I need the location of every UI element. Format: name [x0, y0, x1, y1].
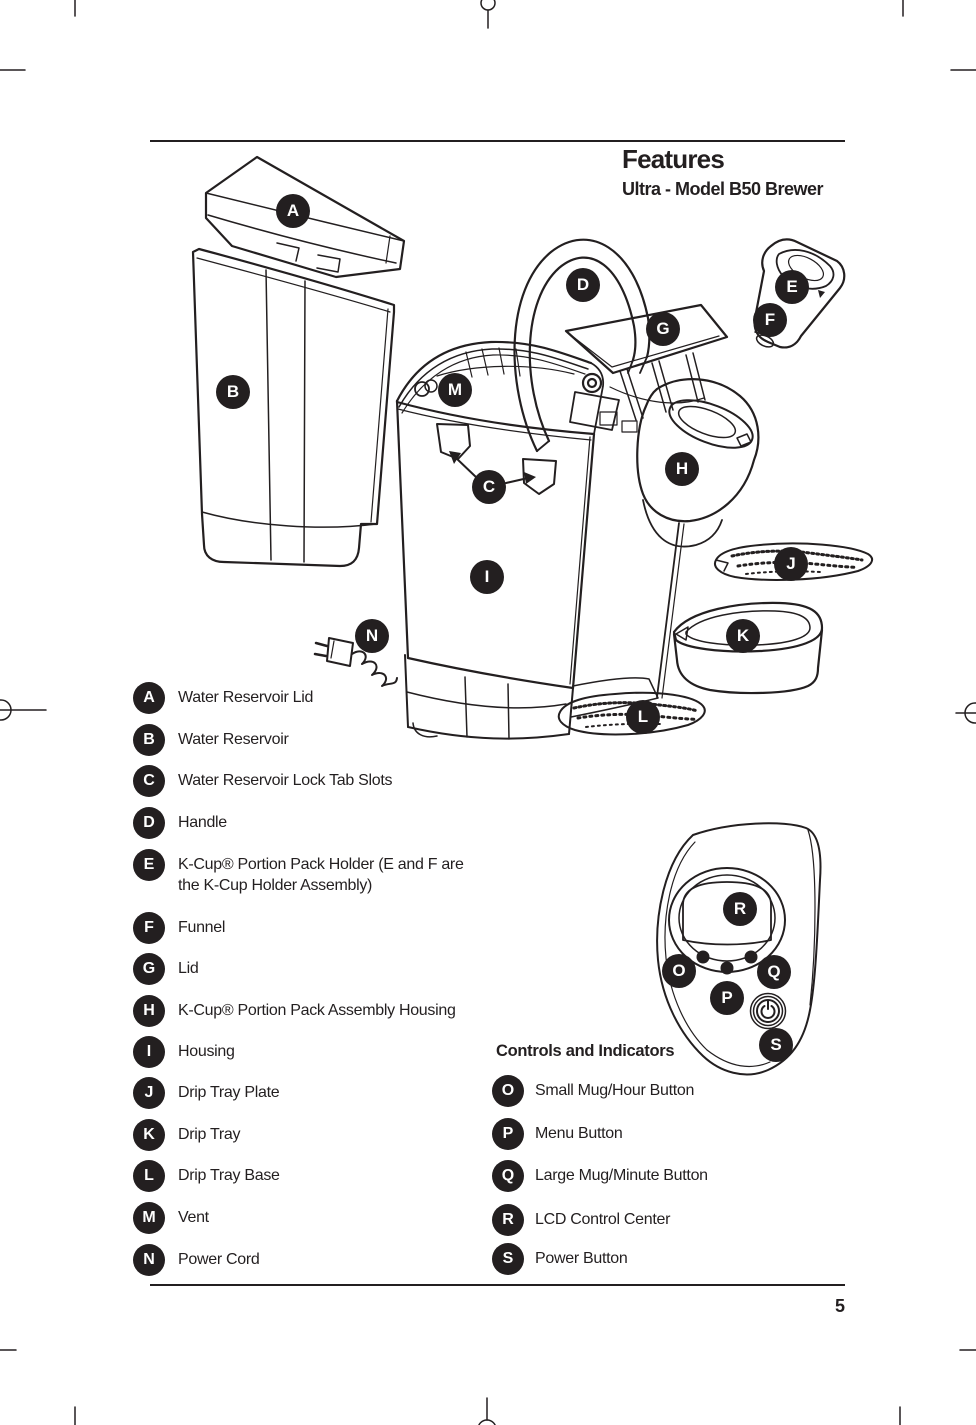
callout-E: E — [775, 270, 809, 304]
item-label: Power Cord — [178, 1251, 260, 1268]
callout-R: R — [723, 892, 757, 926]
list-item — [133, 807, 483, 839]
small-mug-button-icon — [697, 951, 710, 964]
list-item — [133, 995, 483, 1027]
vent-icon — [415, 382, 429, 396]
callout-M: M — [438, 373, 472, 407]
item-label: Housing — [178, 1043, 235, 1060]
callout-K: K — [726, 619, 760, 653]
list-item — [133, 1244, 483, 1276]
item-label: LCD Control Center — [535, 1211, 671, 1228]
item-letter-badge: L — [133, 1160, 165, 1192]
item-label: Power Button — [535, 1250, 628, 1267]
page-subtitle: Ultra - Model B50 Brewer — [622, 179, 824, 199]
item-letter-badge: O — [492, 1075, 524, 1107]
list-item — [133, 849, 483, 896]
callout-L: L — [626, 700, 660, 734]
list-item — [133, 953, 483, 985]
item-label: Vent — [178, 1209, 209, 1226]
item-letter-badge: N — [133, 1244, 165, 1276]
item-letter-badge: A — [133, 682, 165, 714]
callout-D: D — [566, 268, 600, 302]
item-letter-badge: B — [133, 724, 165, 756]
item-letter-badge: R — [492, 1204, 524, 1236]
item-letter-badge: S — [492, 1243, 524, 1275]
item-letter-badge: K — [133, 1119, 165, 1151]
callout-A: A — [276, 194, 310, 228]
list-item — [492, 1204, 782, 1236]
item-label: Water Reservoir — [178, 731, 289, 748]
item-label: K-Cup® Portion Pack Holder (E and F are the K-Cup Holder Assembly) — [178, 856, 464, 894]
item-label: Handle — [178, 814, 227, 831]
list-item — [133, 724, 483, 756]
item-label: Large Mug/Minute Button — [535, 1167, 708, 1184]
callout-N: N — [355, 619, 389, 653]
menu-button-icon — [721, 962, 734, 975]
list-item — [133, 912, 483, 944]
callout-P: P — [710, 981, 744, 1015]
callout-O: O — [662, 954, 696, 988]
footer-rule — [150, 1284, 845, 1286]
list-item — [133, 1202, 483, 1234]
item-label: Lid — [178, 960, 199, 977]
item-letter-badge: E — [133, 849, 165, 881]
header-rule — [150, 140, 845, 142]
item-label: Water Reservoir Lock Tab Slots — [178, 772, 393, 789]
large-mug-button-icon — [745, 951, 758, 964]
page-number: 5 — [834, 1296, 845, 1316]
list-item — [133, 1160, 483, 1192]
callout-S: S — [759, 1028, 793, 1062]
item-letter-badge: D — [133, 807, 165, 839]
item-letter-badge: C — [133, 765, 165, 797]
control-panel-art — [657, 823, 820, 1074]
list-item — [133, 1036, 483, 1068]
list-item — [133, 1077, 483, 1109]
list-item — [133, 765, 483, 797]
list-item — [133, 1119, 483, 1151]
item-label: Funnel — [178, 919, 226, 936]
item-label: K-Cup® Portion Pack Assembly Housing — [178, 1002, 456, 1019]
item-letter-badge: J — [133, 1077, 165, 1109]
housing-art — [397, 342, 684, 739]
list-item — [492, 1160, 782, 1192]
item-letter-badge: H — [133, 995, 165, 1027]
callout-B: B — [216, 375, 250, 409]
item-label: Small Mug/Hour Button — [535, 1082, 695, 1099]
item-label: Drip Tray — [178, 1126, 241, 1143]
callout-J: J — [774, 547, 808, 581]
list-item — [492, 1075, 782, 1107]
item-letter-badge: P — [492, 1118, 524, 1150]
callout-G: G — [646, 312, 680, 346]
water-reservoir-art — [193, 249, 394, 566]
power-button-icon — [751, 994, 786, 1029]
callout-Q: Q — [757, 955, 791, 989]
callout-I: I — [470, 560, 504, 594]
list-item — [133, 682, 483, 714]
item-letter-badge: F — [133, 912, 165, 944]
list-item — [492, 1118, 782, 1150]
item-label: Menu Button — [535, 1125, 623, 1142]
callout-H: H — [665, 452, 699, 486]
list-item — [492, 1243, 782, 1275]
callout-F: F — [753, 303, 787, 337]
item-letter-badge: G — [133, 953, 165, 985]
callout-C: C — [472, 470, 506, 504]
item-letter-badge: Q — [492, 1160, 524, 1192]
item-label: Drip Tray Base — [178, 1167, 280, 1184]
item-letter-badge: M — [133, 1202, 165, 1234]
controls-heading: Controls and Indicators — [496, 1042, 675, 1060]
item-letter-badge: I — [133, 1036, 165, 1068]
item-label: Water Reservoir Lid — [178, 689, 314, 706]
page-title: Features — [622, 144, 724, 174]
item-label: Drip Tray Plate — [178, 1084, 280, 1101]
